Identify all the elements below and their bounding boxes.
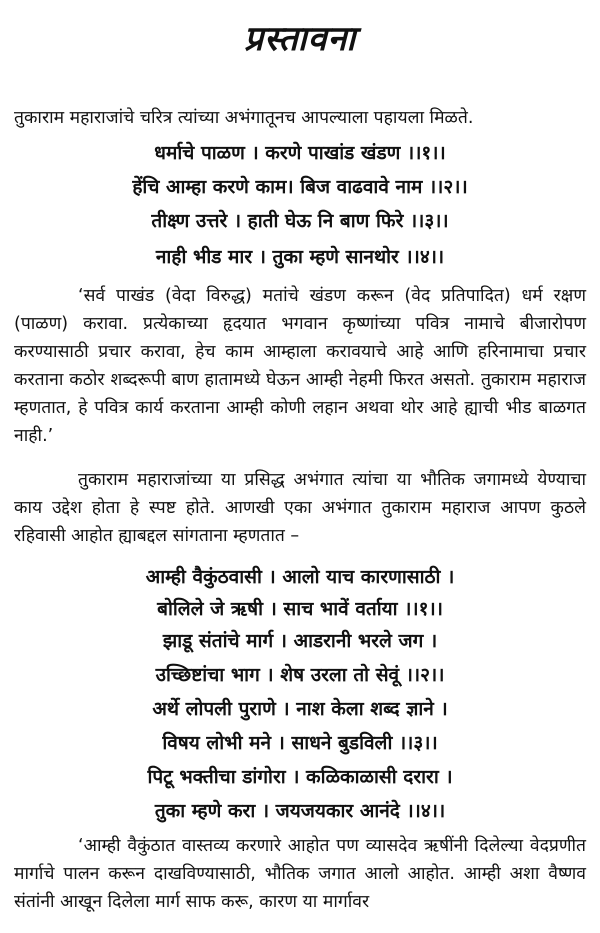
page-title: प्रस्तावना [243, 19, 357, 59]
abhang2-verse-2: बोलिले जे ऋषी । साच भावें वर्ताया ।।१।। [157, 598, 443, 620]
abhang2-verse-3: झाडू संतांचे मार्ग । आडरानी भरले जग । [162, 630, 438, 652]
abhang1-verse-2: हेंचि आम्हा करणे काम। बिज वाढवावे नाम ।।२।। [132, 176, 468, 198]
meaning-paragraph-2: ‘आम्ही वैकुंठात वास्तव्य करणारे आहोत पण व्यासदेव ऋषींनी दिलेल्या वेदप्रणीत मार्गाचे पालन करून दाखविण्यासाठी, भौतिक जगात आलो आहोत. आम्ही अशा वैष्णव संतांनी आखून दिलेला मार्ग साफ करू, कारण या मार्गावर [14, 836, 586, 912]
abhang2-verse-4: उच्छिष्टांचा भाग । शेष उरला तो सेवूं ।।२।। [155, 664, 445, 686]
abhang2-verse-6: विषय लोभी मने । साधने बुडविली ।।३।। [162, 732, 438, 754]
abhang2-verse-1: आम्ही वैकुंठवासी । आलो याच कारणासाठी । [145, 566, 455, 588]
abhang2-verse-8: तुका म्हणे करा । जयजयकार आनंदे ।।४।। [154, 800, 446, 822]
transition-paragraph: तुकाराम महाराजांच्या या प्रसिद्ध अभंगात त्यांचा या भौतिक जगामध्ये येण्याचा काय उद्देश होता हे स्पष्ट होते. आणखी एका अभंगात तुकाराम महाराज आपण कुठले रहिवासी आहोत ह्याबद्दल सांगताना म्हणतात – [14, 470, 586, 546]
abhang2-verse-5: अर्थे लोपली पुराणे । नाश केला शब्द ज्ञाने । [152, 698, 448, 720]
abhang1-verse-1: धर्माचे पाळण । करणे पाखांड खंडण ।।१।। [154, 142, 446, 164]
abhang1-verse-4: नाही भीड मार । तुका म्हणे सानथोर ।।४।। [155, 246, 445, 268]
meaning-paragraph-1: ‘सर्व पाखंड (वेदा विरुद्ध) मतांचे खंडण करून (वेद प्रतिपादित) धर्म रक्षण (पाळण) करावा. प्रत्येकाच्या हृदयात भगवान कृष्णांच्या पवित्र नामाचे बीजारोपण करण्यासाठी प्रचार करावा, हेच काम आम्हाला करावयाचे आहे आणि हरिनामाचा प्रचार करताना कठोर शब्दरूपी बाण हातामध्ये घेऊन आम्ही नेहमी फिरत असतो. तुकाराम महाराज म्हणतात, हे पवित्र कार्य करताना आम्ही कोणी लहान अथवा थोर आहे ह्याची भीड बाळगत नाही.’ [14, 286, 586, 446]
abhang1-verse-3: तीक्ष्ण उत्तरे । हाती घेऊ नि बाण फिरे ।।३।। [151, 210, 449, 232]
intro-paragraph: तुकाराम महाराजांचे चरित्र त्यांच्या अभंगातूनच आपल्याला पहायला मिळते. [14, 108, 474, 128]
abhang2-verse-7: पिटू भक्तीचा डांगोरा । कळिकाळासी दरारा । [147, 766, 453, 788]
